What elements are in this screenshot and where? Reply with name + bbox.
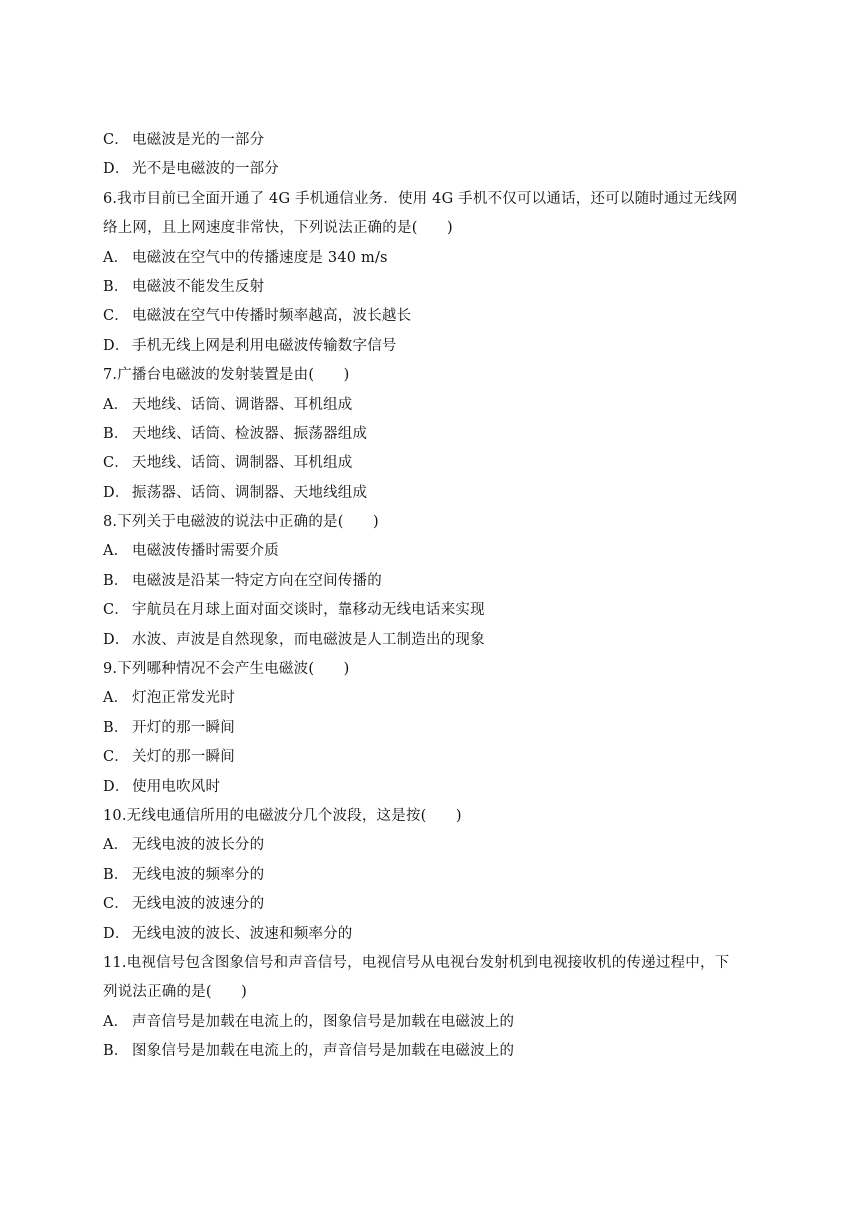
option-letter: B． bbox=[103, 572, 129, 589]
question-stem-line: 11.电视信号包含图象信号和声音信号，电视信号从电视台发射机到电视接收机的传递过程中，下 bbox=[103, 954, 730, 971]
option-line bbox=[103, 155, 763, 184]
option-text: 声音信号是加载在电流上的，图象信号是加载在电磁波上的 bbox=[132, 1013, 515, 1030]
question-stem-line: 9.下列哪种情况不会产生电磁波( ) bbox=[103, 661, 350, 678]
option-letter: B． bbox=[103, 425, 129, 442]
option-text: 电磁波在空气中的传播速度是 340 m/s bbox=[132, 249, 388, 266]
question-stem bbox=[103, 949, 763, 1008]
option-line bbox=[103, 626, 763, 655]
option-text: 电磁波在空气中传播时频率越高，波长越长 bbox=[132, 308, 412, 325]
question-stem-line: 10.无线电通信所用的电磁波分几个波段，这是按( ) bbox=[103, 807, 462, 824]
option-letter: D． bbox=[103, 484, 130, 501]
question-stem bbox=[103, 508, 763, 537]
option-letter: A． bbox=[103, 249, 129, 266]
option-letter: D． bbox=[103, 337, 130, 354]
option-text: 关灯的那一瞬间 bbox=[132, 749, 235, 766]
option-text: 无线电波的波长、波速和频率分的 bbox=[132, 925, 353, 942]
option-line bbox=[103, 743, 763, 772]
option-text: 天地线、话筒、调制器、耳机组成 bbox=[132, 455, 353, 472]
question-stem-line: 列说法正确的是( ) bbox=[103, 984, 248, 1001]
option-line bbox=[103, 684, 763, 713]
option-text: 电磁波是沿某一特定方向在空间传播的 bbox=[132, 572, 382, 589]
option-text: 无线电波的频率分的 bbox=[132, 866, 265, 883]
option-letter: C． bbox=[103, 896, 129, 913]
option-letter: B． bbox=[103, 278, 129, 295]
option-letter: C． bbox=[103, 308, 129, 325]
question-stem bbox=[103, 802, 763, 831]
option-letter: B． bbox=[103, 1043, 129, 1060]
option-text: 天地线、话筒、调谐器、耳机组成 bbox=[132, 396, 353, 413]
option-letter: B． bbox=[103, 719, 129, 736]
option-letter: C． bbox=[103, 455, 129, 472]
option-letter: A． bbox=[103, 837, 129, 854]
question-stem bbox=[103, 361, 763, 390]
option-letter: D． bbox=[103, 778, 130, 795]
option-text: 光不是电磁波的一部分 bbox=[132, 161, 279, 178]
question-stem bbox=[103, 655, 763, 684]
option-letter: A． bbox=[103, 1013, 129, 1030]
option-line bbox=[103, 479, 763, 508]
option-text: 手机无线上网是利用电磁波传输数字信号 bbox=[132, 337, 397, 354]
option-line bbox=[103, 302, 763, 331]
question-stem-line: 络上网，且上网速度非常快，下列说法正确的是( ) bbox=[103, 220, 453, 237]
option-line bbox=[103, 537, 763, 566]
option-text: 振荡器、话筒、调制器、天地线组成 bbox=[132, 484, 368, 501]
option-text: 水波、声波是自然现象，而电磁波是人工制造出的现象 bbox=[132, 631, 485, 648]
option-text: 灯泡正常发光时 bbox=[132, 690, 235, 707]
option-letter: D． bbox=[103, 161, 130, 178]
option-line bbox=[103, 273, 763, 302]
option-letter: A． bbox=[103, 543, 129, 560]
option-line bbox=[103, 420, 763, 449]
option-text: 开灯的那一瞬间 bbox=[132, 719, 235, 736]
option-text: 无线电波的波速分的 bbox=[132, 896, 265, 913]
option-letter: A． bbox=[103, 396, 129, 413]
option-line bbox=[103, 714, 763, 743]
option-line bbox=[103, 567, 763, 596]
option-line bbox=[103, 391, 763, 420]
option-text: 图象信号是加载在电流上的，声音信号是加载在电磁波上的 bbox=[132, 1043, 515, 1060]
option-text: 电磁波传播时需要介质 bbox=[132, 543, 279, 560]
option-line bbox=[103, 773, 763, 802]
option-line bbox=[103, 126, 763, 155]
option-line bbox=[103, 1037, 763, 1066]
question-stem bbox=[103, 185, 763, 244]
option-line bbox=[103, 920, 763, 949]
option-line bbox=[103, 831, 763, 860]
option-line bbox=[103, 1008, 763, 1037]
option-letter: C． bbox=[103, 749, 129, 766]
question-stem-line: 7.广播台电磁波的发射装置是由( ) bbox=[103, 367, 350, 384]
option-letter: B． bbox=[103, 866, 129, 883]
question-stem-line: 8.下列关于电磁波的说法中正确的是( ) bbox=[103, 514, 379, 531]
option-line bbox=[103, 244, 763, 273]
option-letter: D． bbox=[103, 631, 130, 648]
option-text: 天地线、话筒、检波器、振荡器组成 bbox=[132, 425, 368, 442]
question-stem-line: 6.我市目前已全面开通了 4G 手机通信业务．使用 4G 手机不仅可以通话，还可以随时通过无线网 bbox=[103, 190, 738, 207]
option-line bbox=[103, 449, 763, 478]
option-text: 电磁波不能发生反射 bbox=[132, 278, 265, 295]
option-line bbox=[103, 332, 763, 361]
question-list bbox=[103, 126, 763, 1067]
option-letter: C． bbox=[103, 602, 129, 619]
option-line bbox=[103, 861, 763, 890]
option-line bbox=[103, 890, 763, 919]
option-line bbox=[103, 596, 763, 625]
option-text: 无线电波的波长分的 bbox=[132, 837, 265, 854]
option-letter: C． bbox=[103, 132, 129, 148]
option-text: 宇航员在月球上面对面交谈时，靠移动无线电话来实现 bbox=[132, 602, 485, 619]
option-letter: A． bbox=[103, 690, 129, 707]
option-text: 电磁波是光的一部分 bbox=[132, 132, 265, 148]
option-letter: D． bbox=[103, 925, 130, 942]
option-text: 使用电吹风时 bbox=[132, 778, 221, 795]
